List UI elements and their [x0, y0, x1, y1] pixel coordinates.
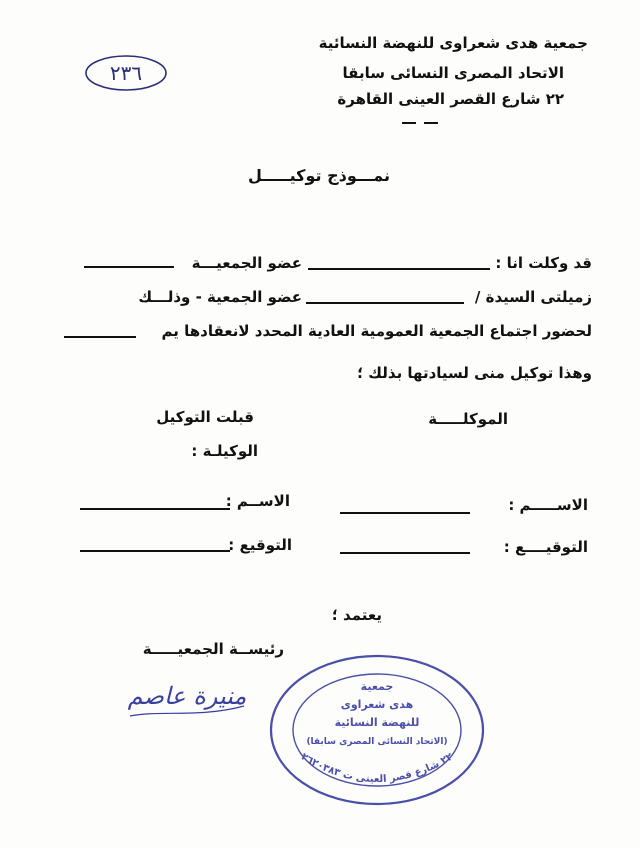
row2-member-label: عضو الجمعية - وذلـــك	[138, 288, 302, 306]
approved-label: يعتمد ؛	[331, 606, 382, 624]
accepted-label: قبلت التوكيل	[156, 408, 254, 426]
principal-signature-label: التوقيــــع :	[503, 538, 588, 556]
principal-label: الموكلـــــة	[428, 410, 508, 428]
seal-ring-text: ٢٢ شارع قصر العينى ت ٢٦٢٠٣٨٣	[298, 751, 456, 786]
svg-text:٢٢ شارع قصر العينى ت ٢٦٢٠٣٨٣	[299, 751, 455, 785]
principal-name-blank[interactable]	[340, 512, 470, 514]
row1-member-label: عضو الجمعيـــة	[191, 254, 302, 272]
header-line-1: جمعية هدى شعراوى للنهضة النسائية	[318, 34, 588, 52]
header-dash	[424, 122, 438, 124]
row1-name-blank[interactable]	[308, 268, 490, 270]
seal-line-1: جمعية	[360, 680, 394, 693]
header-line-2: الاتحاد المصرى النسائى سابقا	[342, 64, 564, 82]
row2-name-blank[interactable]	[306, 302, 464, 304]
principal-signature-blank[interactable]	[340, 552, 470, 554]
seal-line-2: هدى شعراوى	[340, 698, 414, 711]
row1-prefix: قد وكلت انا :	[495, 254, 592, 272]
principal-name-label: الاســـــم :	[508, 496, 588, 514]
circle-mark-icon	[82, 52, 170, 94]
header-line-3: ٢٢ شارع القصر العينى القاهرة	[337, 90, 564, 108]
agent-label: الوكيلـة :	[191, 442, 258, 460]
seal-line-4: (الاتحاد النسائى المصرى سابقا)	[306, 737, 448, 747]
official-seal-stamp	[266, 650, 488, 810]
row3-date-blank[interactable]	[64, 336, 136, 338]
seal-line-3: للنهضة النسائية	[334, 716, 420, 729]
row4-text: وهذا توكيل منى لسيادتها بذلك ؛	[357, 364, 592, 382]
header-dash	[402, 122, 416, 124]
agent-signature-label: التوقيع :	[228, 536, 292, 554]
form-title: نمـــوذج توكيـــــل	[248, 166, 390, 185]
handwritten-signature	[120, 666, 254, 726]
agent-signature-blank[interactable]	[80, 550, 230, 552]
signature-text: منيرة عاصم	[127, 682, 247, 710]
row1-member-blank[interactable]	[84, 266, 174, 268]
handwritten-number: ٢٣٦	[109, 61, 143, 85]
president-label: رئيســة الجمعيـــــة	[142, 640, 284, 658]
agent-name-label: الاســم :	[225, 492, 290, 510]
row3-text: لحضور اجتماع الجمعية العمومية العادية المحدد لانعقادها يم	[161, 322, 592, 340]
row2-prefix: زميلتى السيدة /	[474, 288, 592, 306]
agent-name-blank[interactable]	[80, 508, 230, 510]
handwritten-number-mark	[82, 52, 170, 94]
